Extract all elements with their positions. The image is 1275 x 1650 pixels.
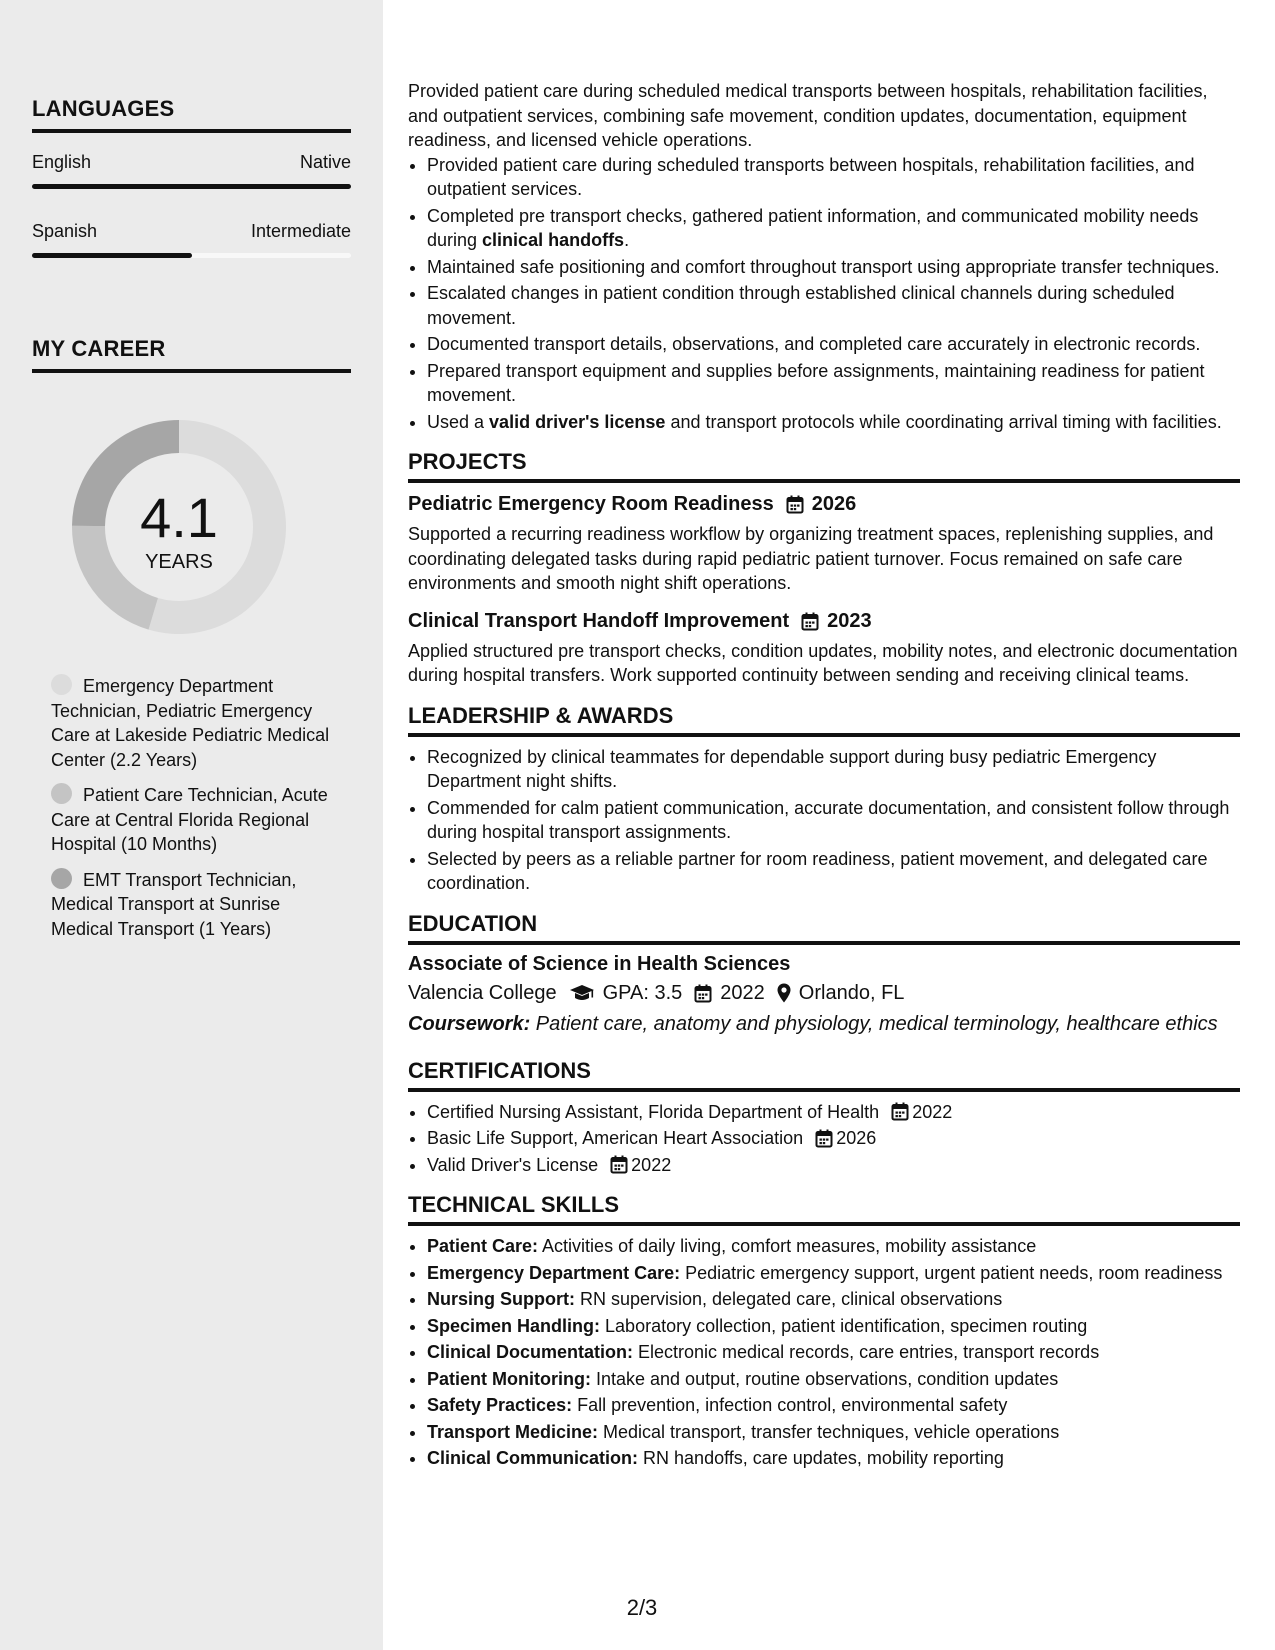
education-coursework xyxy=(408,1013,1240,1036)
bullet-text: Escalated changes in patient condition through established clinical channels during scheduled movement. xyxy=(427,283,1175,328)
career-list xyxy=(51,674,341,952)
education-school: Valencia College xyxy=(408,981,557,1004)
skill-text: Intake and output, routine observations, condition updates xyxy=(590,1368,1059,1389)
bullet-text: Used a xyxy=(427,411,490,432)
certification-item xyxy=(427,1126,1240,1151)
leadership-item: • Commended for calm patient communication, accurate documentation, and consistent follow through during hospital transport assignments. xyxy=(427,796,1240,845)
skill-text: RN handoffs, care updates, mobility reporting xyxy=(638,1448,1004,1468)
skill-text: Electronic medical records, care entries, transport records xyxy=(633,1342,1100,1362)
skill-label: Transport Medicine: xyxy=(427,1421,599,1442)
language-row-spanish xyxy=(32,221,351,242)
language-bar-english xyxy=(32,184,351,189)
career-item-text: Patient Care Technician, Acute Care at Central Florida Regional Hospital (10 Months) xyxy=(51,785,328,854)
experience-bullet xyxy=(427,332,1240,357)
calendar-icon xyxy=(801,612,819,631)
skill-label: Nursing Support: xyxy=(427,1289,575,1309)
career-heading: MY CAREER xyxy=(32,336,351,373)
leadership-list xyxy=(408,745,1240,896)
experience-bullet xyxy=(427,281,1240,330)
certification-name: • Basic Life Support, American Heart Association xyxy=(427,1128,804,1148)
education-location: Orlando, FL xyxy=(798,981,905,1004)
skill-text: Medical transport, transfer techniques, vehicle operations xyxy=(598,1421,1060,1442)
bullet-text: Completed pre transport checks, gathered patient information, and communicated mobility needs during xyxy=(427,205,1199,250)
career-dot xyxy=(51,674,72,695)
coursework-label: Coursework: xyxy=(408,1012,531,1035)
experience-bullets xyxy=(408,153,1240,435)
certification-name: • Certified Nursing Assistant, Florida Department of Health xyxy=(427,1101,880,1122)
skill-text: Laboratory collection, patient identification, specimen routing xyxy=(600,1315,1088,1336)
project-title: Pediatric Emergency Room Readiness xyxy=(408,493,774,515)
calendar-icon xyxy=(891,1102,909,1121)
leadership-heading: LEADERSHIP & AWARDS xyxy=(408,703,1240,737)
calendar-icon xyxy=(815,1129,833,1148)
language-name: English xyxy=(32,152,92,172)
skill-item xyxy=(427,1393,1240,1418)
calendar-icon xyxy=(786,495,804,514)
certification-item xyxy=(427,1100,1240,1125)
experience-bullet xyxy=(427,359,1240,408)
experience-bullet xyxy=(427,255,1240,280)
language-bar-spanish xyxy=(32,253,351,258)
project-title: Clinical Transport Handoff Improvement xyxy=(408,609,790,632)
skill-item xyxy=(427,1420,1240,1445)
career-donut-chart xyxy=(66,414,292,640)
career-item xyxy=(51,868,341,942)
project-title-row xyxy=(408,493,1240,516)
project-description: Applied structured pre transport checks, condition updates, mobility notes, and electronic documentation during hospital transfers. Work supported continuity between sending and receiving clinical teams. xyxy=(408,640,1238,685)
certification-item xyxy=(427,1153,1240,1178)
education-meta xyxy=(408,982,1240,1005)
language-level: Intermediate xyxy=(250,221,351,241)
bullet-bold: valid driver's license xyxy=(489,411,666,432)
calendar-icon xyxy=(786,495,804,514)
experience-bullet xyxy=(427,204,1240,253)
education-heading: EDUCATION xyxy=(408,911,1240,945)
skill-label: Emergency Department Care: xyxy=(427,1262,681,1283)
language-row-english xyxy=(32,152,351,173)
certification-name: • Valid Driver's License xyxy=(427,1154,599,1175)
bullet-text: . xyxy=(624,230,630,250)
skill-item xyxy=(427,1340,1240,1365)
certifications-list xyxy=(408,1100,1240,1178)
calendar-icon xyxy=(694,984,712,1003)
certification-year: 2022 xyxy=(912,1101,953,1122)
language-bar-fill xyxy=(32,184,351,189)
skill-label: Patient Monitoring: xyxy=(427,1368,591,1389)
education-gpa: GPA: 3.5 xyxy=(602,981,683,1004)
projects-heading: PROJECTS xyxy=(408,449,1240,483)
page-number: 2/3 xyxy=(626,1595,658,1620)
language-name: Spanish xyxy=(32,221,98,241)
calendar-icon xyxy=(891,1102,909,1121)
career-item-text: EMT Transport Technician, Medical Transport at Sunrise Medical Transport (1 Years) xyxy=(51,869,297,939)
education-degree: Associate of Science in Health Sciences xyxy=(408,952,791,975)
graduation-cap-icon xyxy=(569,984,595,1002)
bullet-text: and transport protocols while coordinating arrival timing with facilities. xyxy=(665,411,1222,432)
skill-text: Fall prevention, infection control, environmental safety xyxy=(572,1395,1008,1415)
skill-label: Clinical Documentation: xyxy=(427,1342,634,1362)
language-bar-fill xyxy=(32,253,192,258)
skill-item xyxy=(427,1314,1240,1339)
skill-item xyxy=(427,1261,1240,1286)
calendar-icon xyxy=(694,984,712,1003)
project-year: 2023 xyxy=(827,609,872,632)
map-pin-icon xyxy=(777,983,791,1003)
career-total-unit: YEARS xyxy=(145,551,213,573)
project-title-row xyxy=(408,610,1240,633)
career-item-text: Emergency Department Technician, Pediatric Emergency Care at Lakeside Pediatric Medical Center (2.2 Years) xyxy=(51,676,330,770)
bullet-text: Prepared transport equipment and supplies before assignments, maintaining readiness for patient movement. xyxy=(427,360,1205,405)
skill-text: RN supervision, delegated care, clinical observations xyxy=(574,1289,1003,1309)
sidebar xyxy=(0,0,383,1650)
certification-year: 2026 xyxy=(836,1128,877,1148)
calendar-icon xyxy=(610,1155,628,1174)
coursework-text: Patient care, anatomy and physiology, medical terminology, healthcare ethics xyxy=(530,1012,1218,1035)
career-dot xyxy=(51,868,72,889)
skill-text: Pediatric emergency support, urgent patient needs, room readiness xyxy=(680,1262,1223,1283)
skill-item xyxy=(427,1287,1240,1312)
skills-list xyxy=(408,1234,1240,1471)
certifications-heading: CERTIFICATIONS xyxy=(408,1058,1240,1092)
project-year: 2026 xyxy=(811,493,857,515)
language-level: Native xyxy=(299,152,351,172)
career-item xyxy=(51,674,341,772)
calendar-icon xyxy=(815,1129,833,1148)
languages-heading: LANGUAGES xyxy=(32,96,351,133)
skills-heading: TECHNICAL SKILLS xyxy=(408,1192,1240,1226)
skill-label: Patient Care: xyxy=(427,1236,539,1256)
skill-label: Safety Practices: xyxy=(427,1395,573,1415)
career-total-value: 4.1 xyxy=(140,486,218,549)
certification-year: 2022 xyxy=(631,1154,672,1175)
experience-bullet xyxy=(427,410,1240,435)
experience-bullet xyxy=(427,153,1240,202)
calendar-icon xyxy=(610,1155,628,1174)
skill-item xyxy=(427,1367,1240,1392)
main-content xyxy=(408,0,1240,1473)
bullet-text: Maintained safe positioning and comfort throughout transport using appropriate transfer techniques. xyxy=(427,256,1220,277)
leadership-item: • Recognized by clinical teammates for dependable support during busy pediatric Emergency Department night shifts. xyxy=(427,745,1240,794)
skill-label: Clinical Communication: xyxy=(427,1448,639,1468)
bullet-bold: clinical handoffs xyxy=(482,230,625,250)
skill-text: Activities of daily living, comfort measures, mobility assistance xyxy=(538,1236,1037,1256)
skill-item xyxy=(427,1234,1240,1259)
skill-label: Specimen Handling: xyxy=(427,1315,601,1336)
career-item xyxy=(51,783,341,857)
bullet-text: Provided patient care during scheduled transports between hospitals, rehabilitation facilities, and outpatient services. xyxy=(427,154,1195,199)
project-description: Supported a recurring readiness workflow by organizing treatment spaces, replenishing supplies, and coordinating delegated tasks during rapid pediatric patient turnover. Focus remained on safe care environments and smooth night shift operations. xyxy=(408,524,1214,593)
experience-summary: Provided patient care during scheduled medical transports between hospitals, rehabilitation facilities, and outpatient services, combining safe movement, condition updates, documentation, equipment readiness, and licensed vehicle operations. xyxy=(408,81,1208,150)
education-year: 2022 xyxy=(720,981,765,1004)
bullet-text: Documented transport details, observations, and completed care accurately in electronic records. xyxy=(427,334,1201,354)
leadership-item: • Selected by peers as a reliable partner for room readiness, patient movement, and delegated care coordination. xyxy=(427,847,1240,896)
career-dot xyxy=(51,783,72,804)
skill-item xyxy=(427,1446,1240,1471)
calendar-icon xyxy=(801,612,819,631)
